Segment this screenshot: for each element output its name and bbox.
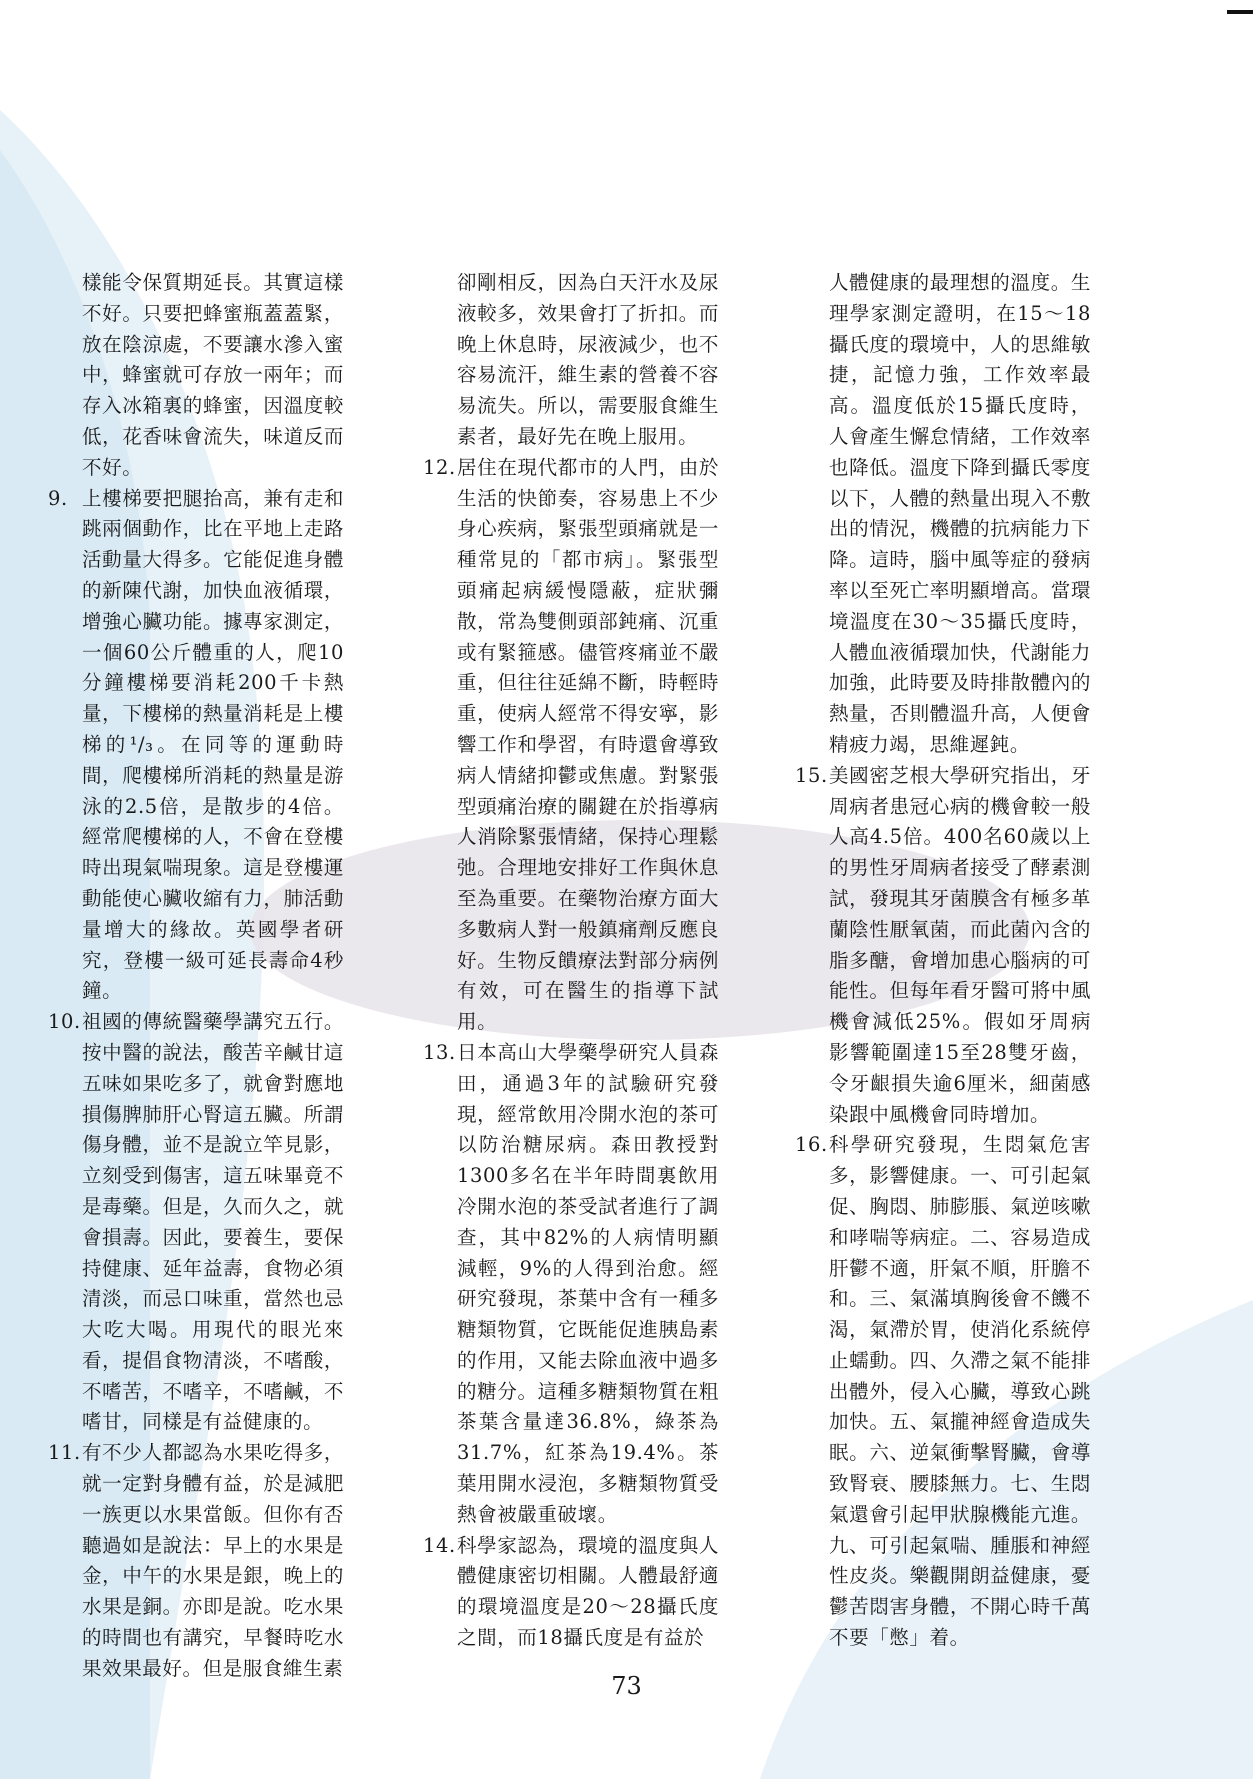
page-number: 73 — [611, 1672, 642, 1700]
list-item — [48, 1007, 344, 1438]
list-item — [48, 484, 344, 1008]
item-number: 9. — [48, 486, 68, 510]
item-text: 美國密芝根大學研究指出，牙周病者患冠心病的機會較一般人高4.5倍。400名60歲以上的男性牙周病者接受了酵素測試，發現其牙菌膜含有極多革蘭陰性厭氧菌，而此菌內含的脂多醣，會增加患心腦病的可能性。但每年看牙醫可將中風機會減低25%。假如牙周病影響範圍達15至28雙牙齒，令牙齦損失逾6厘米，細菌感染跟中風機會同時增加。 — [829, 763, 1091, 1126]
item-text: 上樓梯要把腿抬高，兼有走和跳兩個動作，比在平地上走路活動量大得多。它能促進身體的新陳代謝，加快血液循環，增強心臟功能。據專家測定，一個60公斤體重的人，爬10分鐘樓梯要消耗200千卡熱量，下樓梯的熱量消耗是上樓梯的¹/₃。在同等的運動時間，爬樓梯所消耗的熱量是游泳的2.5倍，是散步的4倍。經常爬樓梯的人，不會在登樓時出現氣喘現象。這是登樓運動能使心臟收縮有力，肺活動量增大的緣故。英國學者研究，登樓一級可延長壽命4秒鐘。 — [82, 486, 344, 1003]
list-item — [795, 1130, 1091, 1654]
item-number: 11. — [48, 1441, 81, 1465]
continuation-text: 卻剛相反，因為白天汗水及尿液較多，效果會打了折扣。而晚上休息時，尿液減少，也不容易流汗，維生素的營養不容易流失。所以，需要服食維生素者，最好先在晚上服用。 — [457, 271, 719, 448]
item-number: 10. — [48, 1010, 81, 1034]
continuation-text: 人體健康的最理想的溫度。生理學家測定證明，在15～18攝氏度的環境中，人的思維敏捷，記憶力強，工作效率最高。溫度低於15攝氏度時，人會產生懈怠情緒，工作效率也降低。溫度下降到攝氏零度以下，人體的熱量出現入不敷出的情況，機體的抗病能力下降。這時，腦中風等症的發病率以至死亡率明顯增高。當環境溫度在30～35攝氏度時，人體血液循環加快，代謝能力加強，此時要及時排散體內的熱量，否則體溫升高，人便會精疲力竭，思維遲鈍。 — [829, 271, 1091, 756]
item-text: 日本高山大學藥學研究人員森田，通過3年的試驗研究發現，經常飲用冷開水泡的茶可以防治糖尿病。森田教授對1300多名在半年時間裏飲用冷開水泡的茶受試者進行了調查，其中82%的人病情明顯減輕，9%的人得到治愈。經研究發現，茶葉中含有一種多糖類物質，它既能促進胰島素的作用，又能去除血液中過多的糖分。這種多糖類物質在粗茶葉含量達36.8%，綠茶為31.7%，紅茶為19.4%。茶葉用開水浸泡，多糖類物質受熱會被嚴重破壞。 — [457, 1040, 719, 1526]
column-1 — [48, 268, 344, 1685]
item-number: 12. — [423, 455, 456, 479]
item-text: 居住在現代都市的人門，由於生活的快節奏，容易患上不少身心疾病，緊張型頭痛就是一種常見的「都市病」。緊張型頭痛起病緩慢隱蔽，症狀彌散，常為雙側頭部鈍痛、沉重或有緊箍感。儘管疼痛並不嚴重，但往往延綿不斷，時輕時重，使病人經常不得安寧，影響工作和學習，有時還會導致病人情緒抑鬱或焦慮。對緊張型頭痛治療的關鍵在於指導病人消除緊張情緒，保持心理鬆弛。合理地安排好工作與休息至為重要。在藥物治療方面大多數病人對一般鎮痛劑反應良好。生物反饋療法對部分病例有效，可在醫生的指導下試用。 — [457, 455, 719, 1034]
continuation-text: 樣能令保質期延長。其實這樣不好。只要把蜂蜜瓶蓋蓋緊，放在陰涼處，不要讓水滲入蜜中，蜂蜜就可存放一兩年；而存入冰箱裏的蜂蜜，因溫度較低，花香味會流失，味道反而不好。 — [82, 271, 344, 479]
column-2 — [423, 268, 719, 1654]
list-item — [423, 1038, 719, 1531]
list-item — [423, 453, 719, 1038]
item-number: 13. — [423, 1040, 456, 1064]
list-item — [795, 761, 1091, 1131]
corner-mark — [1227, 10, 1253, 14]
item-number: 15. — [795, 763, 828, 787]
item-number: 16. — [795, 1133, 828, 1157]
item-text: 有不少人都認為水果吃得多，就一定對身體有益，於是減肥一族更以水果當飯。但你有否聽過如是說法：早上的水果是金，中午的水果是銀，晚上的水果是銅。亦即是說。吃水果的時間也有講究，早餐時吃水果效果最好。但是服食維生素 — [82, 1441, 344, 1680]
item-text: 祖國的傳統醫藥學講究五行。按中醫的說法，酸苦辛鹹甘這五味如果吃多了，就會對應地損傷脾肺肝心腎這五臟。所謂傷身體，並不是說立竿見影，立刻受到傷害，這五味畢竟不是毒藥。但是，久而久之，就會損壽。因此，要養生，要保持健康、延年益壽，食物必須清淡，而忌口味重，當然也忌大吃大喝。用現代的眼光來看，提倡食物清淡，不嗜酸，不嗜苦，不嗜辛，不嗜鹹，不嗜甘，同樣是有益健康的。 — [82, 1010, 344, 1434]
list-item — [423, 1531, 719, 1654]
list-item — [48, 1438, 344, 1684]
item-number: 14. — [423, 1533, 456, 1557]
column-3 — [795, 268, 1091, 1654]
item-text: 科學研究發現，生悶氣危害多，影響健康。一、可引起氣促、胸悶、肺膨脹、氣逆咳嗽和哮喘等病症。二、容易造成肝鬱不適，肝氣不順，肝膽不和。三、氣滿填胸後會不饑不渴，氣滯於胃，使消化系統停止蠕動。四、久滯之氣不能排出體外，侵入心臟，導致心跳加快。五、氣攏神經會造成失眠。六、逆氣衝擊腎臟，會導致腎衰、腰膝無力。七、生悶氣還會引起甲狀腺機能亢進。九、可引起氣喘、腫脹和神經性皮炎。樂觀開朗益健康，憂鬱苦悶害身體，不開心時千萬不要「憋」着。 — [829, 1133, 1091, 1650]
item-text: 科學家認為，環境的溫度與人體健康密切相關。人體最舒適的環境溫度是20～28攝氏度之間，而18攝氏度是有益於 — [457, 1533, 719, 1650]
